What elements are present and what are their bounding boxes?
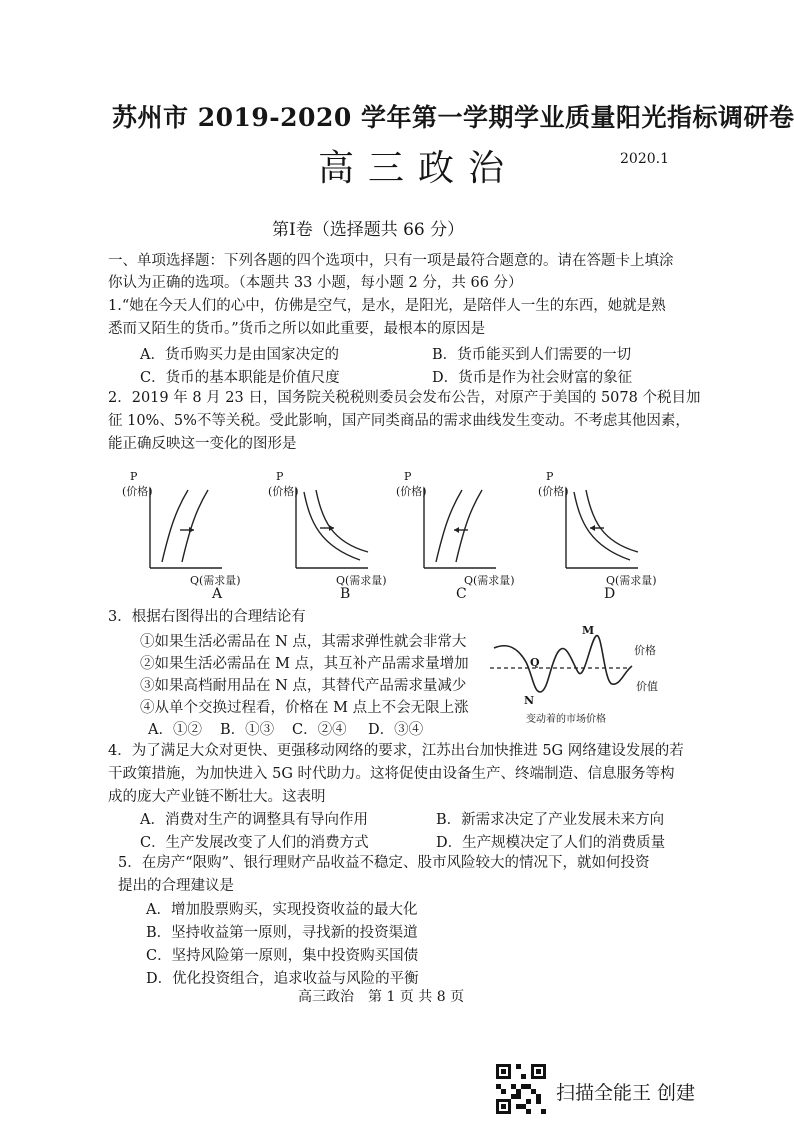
q5-option-b: B．坚持收益第一原则，寻找新的投资渠道 bbox=[146, 925, 418, 941]
graph-b-price-label: (价格) bbox=[268, 485, 299, 498]
section-heading: 第Ⅰ卷（选择题共 66 分） bbox=[272, 220, 465, 240]
q3-option-d: D．③④ bbox=[368, 722, 424, 738]
graph-a-p-label: P bbox=[130, 470, 138, 483]
q4-option-a: A．消费对生产的调整具有导向作用 bbox=[140, 812, 368, 828]
q1-option-c: C．货币的基本职能是价值尺度 bbox=[140, 370, 340, 386]
qr-code-icon bbox=[496, 1064, 546, 1114]
graph-c-q-label: Q(需求量) bbox=[464, 574, 515, 587]
exam-date: 2020.1 bbox=[620, 151, 669, 167]
q1-option-d: D．货币是作为社会财富的象征 bbox=[432, 370, 633, 386]
figure-price-label: 价格 bbox=[634, 644, 656, 657]
instructions-line-2: 你认为正确的选项。（本题共 33 小题，每小题 2 分，共 66 分） bbox=[108, 275, 523, 291]
figure-caption: 变动着的市场价格 bbox=[526, 714, 606, 725]
q3-item-1: ①如果生活必需品在 N 点，其需求弹性就会非常大 bbox=[140, 634, 467, 650]
graph-b-plot bbox=[264, 470, 374, 580]
q2-stem-line-3: 能正确反映这一变化的图形是 bbox=[108, 436, 297, 452]
figure-n-label: N bbox=[524, 694, 535, 707]
q3-option-b: B．①③ bbox=[220, 722, 275, 738]
graph-a-plot bbox=[118, 470, 228, 580]
graph-d-q-label: Q(需求量) bbox=[606, 574, 657, 587]
figure-value-label: 价值 bbox=[636, 680, 658, 693]
graph-a-letter: A bbox=[212, 586, 223, 602]
instructions-line-1: 一、单项选择题：下列各题的四个选项中，只有一项是最符合题意的。请在答题卡上填涂 bbox=[108, 253, 674, 269]
q5-stem-line-2: 提出的合理建议是 bbox=[118, 878, 234, 894]
q4-option-c: C．生产发展改变了人们的消费方式 bbox=[140, 835, 369, 851]
q3-option-a: A．①② bbox=[148, 722, 202, 738]
q4-stem-line-2: 干政策措施，为加快进入 5G 时代助力。这将促使由设备生产、终端制造、信息服务等构 bbox=[108, 766, 675, 782]
q4-stem-line-3: 成的庞大产业链不断壮大。这表明 bbox=[108, 789, 326, 805]
graph-b-q-label: Q(需求量) bbox=[336, 574, 387, 587]
graph-c-price-label: (价格) bbox=[396, 485, 427, 498]
graph-d-letter: D bbox=[604, 586, 616, 602]
q5-option-a: A．增加股票购买，实现投资收益的最大化 bbox=[146, 902, 418, 918]
exam-title: 苏州市 2019-2020 学年第一学期学业质量阳光指标调研卷 bbox=[112, 103, 794, 132]
q3-stem: 3．根据右图得出的合理结论有 bbox=[108, 609, 306, 625]
graph-d-plot bbox=[534, 470, 644, 580]
q5-option-d: D．优化投资组合，追求收益与风险的平衡 bbox=[146, 971, 419, 987]
q1-option-b: B．货币能买到人们需要的一切 bbox=[432, 347, 632, 363]
graph-d-price-label: (价格) bbox=[538, 485, 569, 498]
q4-stem-line-1: 4．为了满足大众对更快、更强移动网络的要求，江苏出台加快推进 5G 网络建设发展的若 bbox=[108, 743, 684, 759]
q2-stem-line-2: 征 10%、5%不等关税。受此影响，国产同类商品的需求曲线发生变动。不考虑其他因素， bbox=[108, 413, 690, 429]
q1-option-a: A．货币购买力是由国家决定的 bbox=[140, 347, 339, 363]
graph-a-price-label: (价格) bbox=[122, 485, 153, 498]
scanner-watermark: 扫描全能王 创建 bbox=[556, 1082, 696, 1104]
q1-stem-line-1: 1.“她在今天人们的心中，仿佛是空气，是水，是阳光，是陪伴人一生的东西，她就是熟 bbox=[108, 298, 666, 314]
graph-c bbox=[392, 470, 515, 602]
q5-stem-line-1: 5．在房产“限购”、银行理财产品收益不稳定、股市风险较大的情况下，就如何投资 bbox=[118, 855, 650, 871]
subject-title: 高三政治 bbox=[318, 148, 519, 189]
market-price-plot bbox=[486, 622, 676, 712]
q2-stem-line-1: 2．2019 年 8 月 23 日，国务院关税税则委员会发布公告，对原产于美国的 5078 个税目加 bbox=[108, 390, 701, 406]
graph-d bbox=[534, 470, 657, 602]
q1-stem-line-2: 悉而又陌生的货币。”货币之所以如此重要，最根本的原因是 bbox=[108, 321, 486, 337]
graph-b bbox=[264, 470, 387, 602]
q3-option-c: C．②④ bbox=[292, 722, 347, 738]
graph-a bbox=[118, 470, 241, 602]
graph-c-plot bbox=[392, 470, 502, 580]
q3-item-2: ②如果生活必需品在 M 点，其互补产品需求量增加 bbox=[140, 656, 469, 672]
q4-option-b: B．新需求决定了产业发展未来方向 bbox=[436, 812, 665, 828]
q3-item-4: ④从单个交换过程看，价格在 M 点上不会无限上涨 bbox=[140, 700, 469, 716]
graph-d-p-label: P bbox=[546, 470, 554, 483]
page-footer: 高三政治 第 1 页 共 8 页 bbox=[298, 989, 465, 1005]
graph-b-letter: B bbox=[340, 586, 351, 602]
graph-b-p-label: P bbox=[276, 470, 284, 483]
graph-a-q-label: Q(需求量) bbox=[190, 574, 241, 587]
graph-c-p-label: P bbox=[404, 470, 412, 483]
graph-c-letter: C bbox=[456, 586, 467, 602]
q3-item-3: ③如果高档耐用品在 N 点，其替代产品需求量减少 bbox=[140, 678, 467, 694]
figure-m-label: M bbox=[582, 624, 595, 637]
market-price-figure bbox=[486, 622, 676, 730]
q4-option-d: D．生产规模决定了人们的消费质量 bbox=[436, 835, 666, 851]
q5-option-c: C．坚持风险第一原则，集中投资购买国债 bbox=[146, 948, 419, 964]
figure-q-label: Q bbox=[530, 656, 540, 669]
